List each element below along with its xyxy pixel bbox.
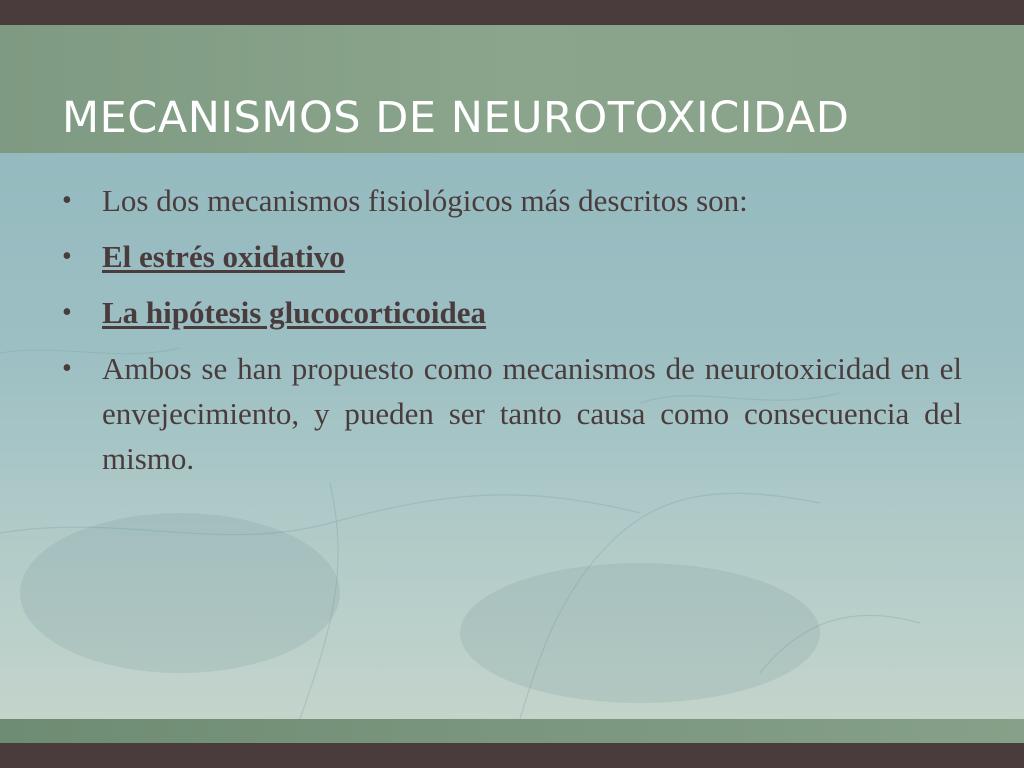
footer-accent-bar bbox=[0, 719, 1024, 743]
bullet-marker: • bbox=[62, 297, 72, 328]
bullet-marker: • bbox=[62, 241, 72, 272]
bullet-text-emphasized: La hipótesis glucocorticoidea bbox=[102, 295, 487, 330]
bullet-list bbox=[62, 178, 962, 492]
slide-title: MECANISMOS DE NEUROTOXICIDAD bbox=[62, 93, 850, 143]
bullet-item-1 bbox=[62, 178, 962, 223]
bullet-marker: • bbox=[62, 185, 72, 216]
bottom-band bbox=[0, 743, 1024, 768]
bullet-marker: • bbox=[62, 353, 72, 384]
bullet-item-4 bbox=[62, 346, 962, 481]
bullet-text: Los dos mecanismos fisiológicos más descritos son: bbox=[102, 183, 748, 218]
bullet-text: Ambos se han propuesto como mecanismos de neurotoxicidad en el envejecimiento, y pueden ser tanto causa como consecuencia del mismo. bbox=[102, 351, 962, 476]
bullet-item-3 bbox=[62, 290, 962, 335]
bullet-text-emphasized: El estrés oxidativo bbox=[102, 239, 345, 274]
bullet-item-2 bbox=[62, 234, 962, 279]
top-band bbox=[0, 0, 1024, 25]
